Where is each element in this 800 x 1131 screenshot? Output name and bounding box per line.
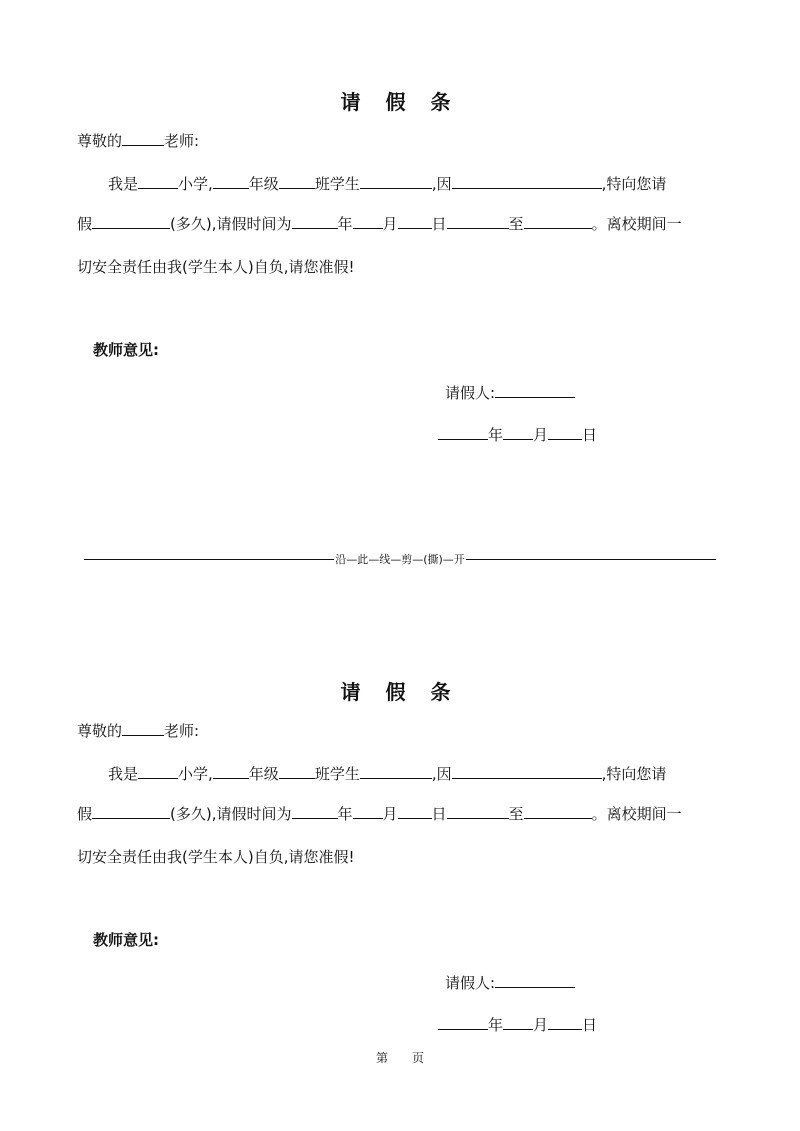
teacher-opinion-label: 教师意见: — [93, 341, 159, 359]
body-text: 日 — [431, 805, 447, 823]
body-text: 年级 — [248, 765, 279, 783]
cut-line — [84, 549, 716, 569]
reason-blank[interactable] — [452, 763, 602, 779]
cut-line-text: 沿—此—线—剪—(撕)—开 — [335, 553, 465, 566]
start-time-blank[interactable] — [447, 213, 509, 229]
cut-rule-right — [466, 559, 716, 560]
body-line-1 — [108, 173, 666, 194]
greeting-pre: 尊敬的 — [77, 132, 123, 150]
body-text: 小学, — [178, 175, 213, 193]
month-label: 月 — [533, 426, 549, 444]
grade-blank[interactable] — [213, 173, 249, 189]
school-blank[interactable] — [138, 763, 178, 779]
body-text: 年 — [337, 215, 353, 233]
body-line-2 — [77, 803, 682, 824]
body-line-3: 切安全责任由我(学生本人)自负,请您准假! — [77, 258, 355, 276]
body-text: 我是 — [108, 765, 139, 783]
grade-blank[interactable] — [213, 763, 249, 779]
student-name-blank[interactable] — [360, 763, 432, 779]
class-blank[interactable] — [279, 763, 315, 779]
sign-day-blank[interactable] — [548, 424, 582, 440]
body-text: 日 — [431, 215, 447, 233]
body-text: (多久),请假时间为 — [170, 805, 292, 823]
applicant-blank[interactable] — [495, 382, 575, 398]
start-month-blank[interactable] — [353, 803, 383, 819]
greeting-post: 老师: — [164, 132, 200, 150]
end-time-blank[interactable] — [524, 803, 592, 819]
sign-year-blank[interactable] — [438, 1014, 488, 1030]
greeting-post: 老师: — [164, 722, 200, 740]
applicant-line — [445, 972, 575, 993]
body-text: 我是 — [108, 175, 139, 193]
body-text: 班学生 — [314, 175, 360, 193]
greeting-line — [77, 130, 199, 151]
start-year-blank[interactable] — [292, 213, 338, 229]
class-blank[interactable] — [279, 173, 315, 189]
teacher-opinion-label: 教师意见: — [93, 931, 159, 949]
student-name-blank[interactable] — [360, 173, 432, 189]
body-text: 。离校期间一 — [591, 215, 682, 233]
year-label: 年 — [488, 426, 504, 444]
page-footer — [0, 1049, 800, 1066]
body-text: 月 — [382, 805, 398, 823]
body-text: ,因 — [431, 175, 452, 193]
body-text: 。离校期间一 — [591, 805, 682, 823]
sign-year-blank[interactable] — [438, 424, 488, 440]
month-label: 月 — [533, 1016, 549, 1034]
sign-day-blank[interactable] — [548, 1014, 582, 1030]
greeting-line — [77, 720, 199, 741]
body-text: 月 — [382, 215, 398, 233]
body-line-2 — [77, 213, 682, 234]
day-label: 日 — [582, 1016, 598, 1034]
applicant-blank[interactable] — [495, 972, 575, 988]
start-day-blank[interactable] — [398, 803, 432, 819]
body-text: 年级 — [248, 175, 279, 193]
date-line — [438, 424, 597, 445]
reason-blank[interactable] — [452, 173, 602, 189]
applicant-label: 请假人: — [445, 384, 496, 402]
teacher-name-blank[interactable] — [122, 720, 164, 736]
applicant-label: 请假人: — [445, 974, 496, 992]
end-time-blank[interactable] — [524, 213, 592, 229]
body-text: ,特向您请 — [601, 175, 667, 193]
body-text: (多久),请假时间为 — [170, 215, 292, 233]
start-year-blank[interactable] — [292, 803, 338, 819]
body-text: 班学生 — [314, 765, 360, 783]
greeting-pre: 尊敬的 — [77, 722, 123, 740]
start-time-blank[interactable] — [447, 803, 509, 819]
start-month-blank[interactable] — [353, 213, 383, 229]
page-label-pre: 第 — [375, 1051, 388, 1065]
body-text: 年 — [337, 805, 353, 823]
date-line — [438, 1014, 597, 1035]
applicant-line — [445, 382, 575, 403]
body-line-3: 切安全责任由我(学生本人)自负,请您准假! — [77, 848, 355, 866]
duration-blank[interactable] — [92, 213, 170, 229]
body-text: 至 — [508, 215, 524, 233]
page-label-post: 页 — [412, 1051, 425, 1065]
body-text: 至 — [508, 805, 524, 823]
day-label: 日 — [582, 426, 598, 444]
teacher-name-blank[interactable] — [122, 130, 164, 146]
body-text: 假 — [77, 805, 93, 823]
body-text: 小学, — [178, 765, 213, 783]
body-line-1 — [108, 763, 666, 784]
year-label: 年 — [488, 1016, 504, 1034]
body-text: ,特向您请 — [601, 765, 667, 783]
slip-title: 请 假 条 — [340, 680, 460, 704]
sign-month-blank[interactable] — [503, 1014, 533, 1030]
school-blank[interactable] — [138, 173, 178, 189]
body-text: ,因 — [431, 765, 452, 783]
cut-rule-left — [84, 559, 334, 560]
body-text: 假 — [77, 215, 93, 233]
start-day-blank[interactable] — [398, 213, 432, 229]
sign-month-blank[interactable] — [503, 424, 533, 440]
slip-title: 请 假 条 — [340, 90, 460, 114]
duration-blank[interactable] — [92, 803, 170, 819]
